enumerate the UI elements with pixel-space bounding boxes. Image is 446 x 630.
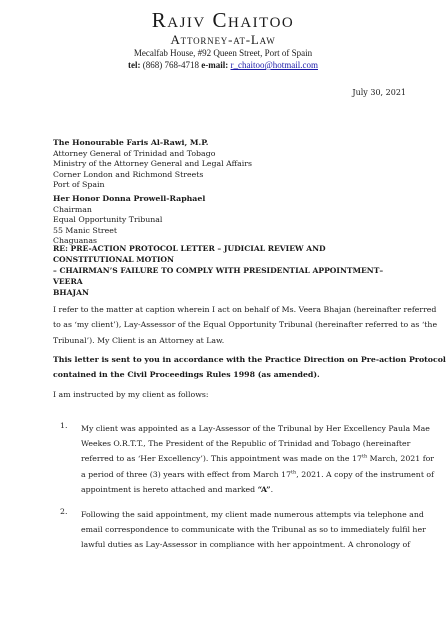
paragraph-line: to as ‘my client’), Lay-Assessor of the Equal Opportunity Tribunal (hereinafter referred to as ‘the — [53, 320, 438, 330]
subject-text: – CHAIRMAN’S FAILURE TO COMPLY WITH PRESIDENTIAL APPOINTMENT– VEERA — [53, 266, 384, 286]
subject-text: RE: PRE-ACTION PROTOCOL LETTER – JUDICIAL REVIEW AND CONSTITUTIONAL MOTION — [53, 244, 326, 264]
paragraph-intro — [53, 302, 438, 348]
item-body — [81, 421, 435, 497]
letterhead-name: Rajiv Chaitoo — [151, 8, 295, 32]
item-line: lawful duties as Lay-Assessor in compliance with her appointment. A chronology of — [81, 540, 411, 550]
recipient-1-line: Attorney General of Trinidad and Tobago — [53, 148, 216, 158]
paragraph-instructed — [53, 387, 403, 402]
paragraph-line: I am instructed by my client as follows: — [53, 390, 209, 399]
recipient-1-line: Ministry of the Attorney General and Legal Affairs — [53, 159, 253, 169]
item-body — [81, 507, 426, 553]
recipient-2-line: 55 Manic Street — [53, 225, 117, 235]
item-line: My client was appointed as a Lay-Assessor of the Tribunal by Her Excellency Paula Mae — [81, 424, 430, 433]
item-line: Following the said appointment, my client made numerous attempts via telephone and — [81, 510, 424, 519]
paragraph-line: I refer to the matter at caption wherein I act on behalf of Ms. Veera Bhajan (hereinafter referred — [53, 305, 437, 314]
item-line: a period of three (3) years with effect from March 17th, 2021. A copy of the instrument of — [81, 469, 435, 479]
subject-text: BHAJAN — [53, 288, 89, 297]
recipient-2-name: Her Honor Donna Prowell-Raphael — [53, 194, 206, 203]
item-line: appointment is hereto attached and marked “A”. — [81, 484, 274, 494]
item-line: referred to as ‘Her Excellency’). This appointment was made on the 17th March, 2021 for — [81, 453, 434, 464]
letterhead-address: Mecalfab House, #92 Queen Street, Port of Spain — [133, 48, 313, 58]
recipient-2 — [53, 194, 205, 247]
recipient-2-line: Equal Opportunity Tribunal — [53, 215, 163, 225]
paragraph-protocol — [53, 352, 446, 383]
letter-date: July 30, 2021 — [352, 88, 406, 97]
recipient-2-line: Chaguanas — [53, 236, 97, 246]
recipient-1-name: The Honourable Faris Al-Rawi, M.P. — [53, 138, 209, 147]
recipient-2-line: Chairman — [53, 204, 92, 214]
telephone-number: (868) 768-4718 — [142, 60, 199, 70]
item-number: 2. — [60, 507, 68, 516]
tel-label: tel: — [127, 60, 141, 70]
letterhead-title: Attorney-at-Law — [170, 32, 276, 47]
recipient-1 — [53, 138, 252, 191]
email-label: e-mail: — [201, 60, 229, 70]
recipient-1-line: Port of Spain — [53, 180, 105, 190]
paragraph-line: This letter is sent to you in accordance with the Practice Direction on Pre-action Protocol — [53, 355, 446, 364]
item-line: email correspondence to communicate with the Tribunal as so to immediately fulfil her — [81, 525, 426, 535]
recipient-1-line: Corner London and Richmond Streets — [53, 169, 204, 179]
subject-line — [53, 243, 405, 298]
item-number: 1. — [60, 421, 68, 430]
paragraph-line: contained in the Civil Proceedings Rules 1998 (as amended). — [53, 370, 320, 380]
email-link[interactable]: r_chaitoo@hotmail.com — [230, 60, 319, 70]
paragraph-line: Tribunal’). My Client is an Attorney at Law. — [53, 335, 225, 345]
item-line: Weekes O.R.T.T., The President of the Republic of Trinidad and Tobago (hereinafter — [81, 439, 411, 449]
letterhead-contact — [0, 60, 446, 71]
